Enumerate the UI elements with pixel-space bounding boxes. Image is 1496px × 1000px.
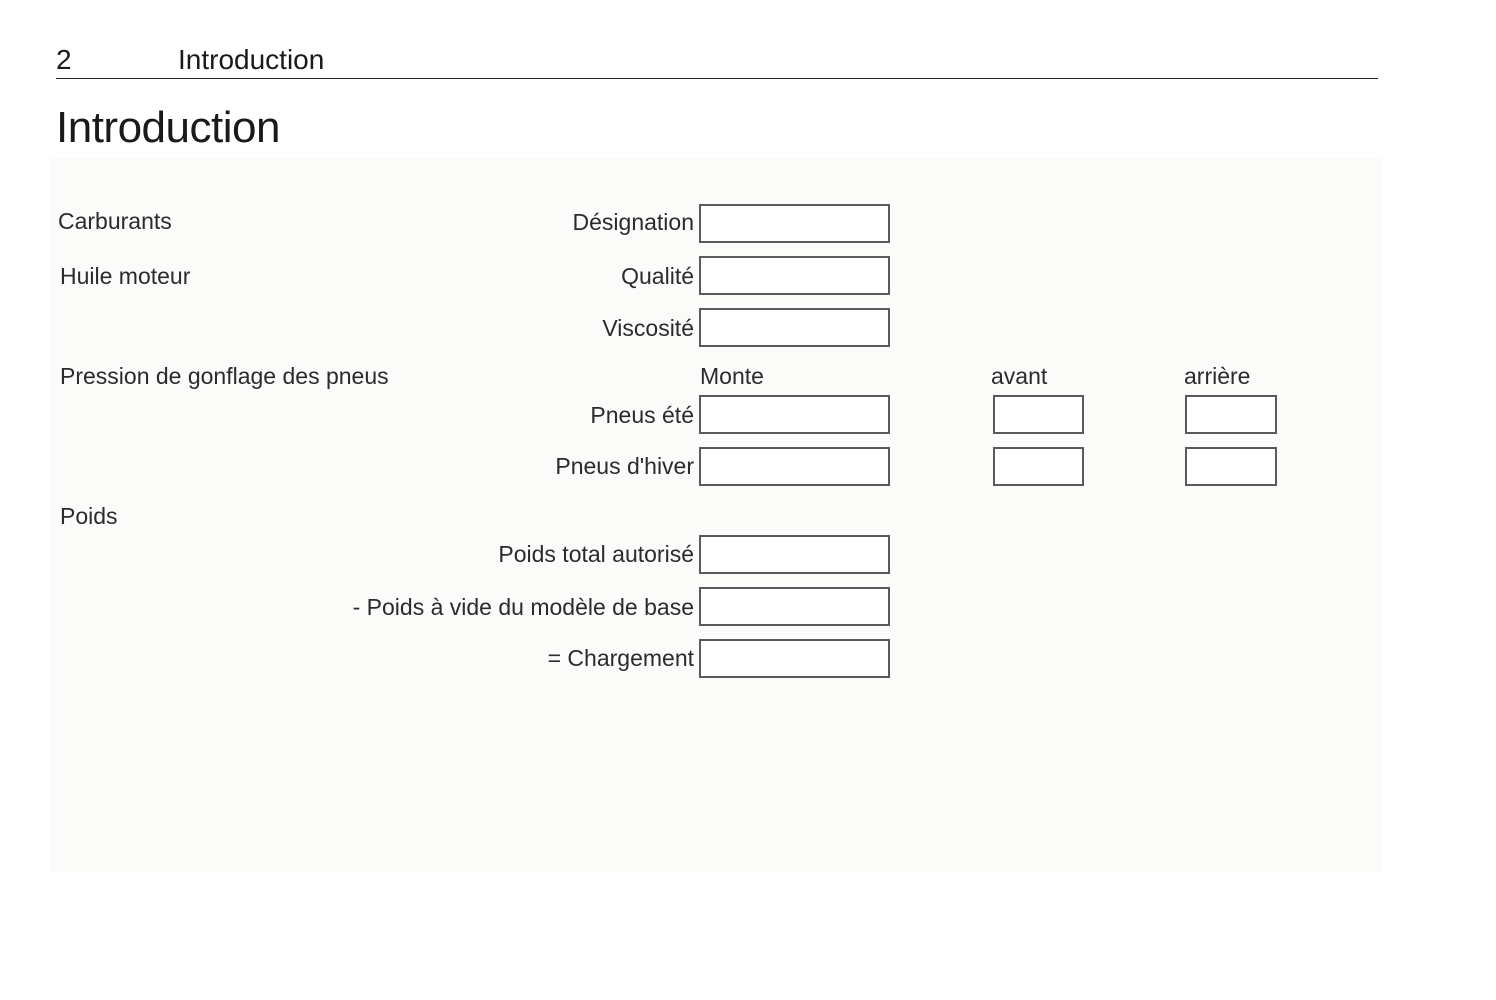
designation-field[interactable]: [699, 204, 890, 243]
page-title: Introduction: [56, 103, 280, 152]
column-front: avant: [991, 363, 1048, 389]
label-quality: Qualité: [621, 263, 694, 289]
running-header: [56, 40, 1378, 79]
winter-rear-pressure-field[interactable]: [1185, 447, 1277, 486]
summer-rear-pressure-field[interactable]: [1185, 395, 1277, 434]
label-summer-tyres: Pneus été: [590, 402, 694, 428]
section-engine-oil: Huile moteur: [60, 263, 191, 289]
gross-weight-field[interactable]: [699, 535, 890, 574]
label-viscosity: Viscosité: [602, 315, 694, 341]
section-weight: Poids: [60, 503, 118, 529]
quality-field[interactable]: [699, 256, 890, 295]
section-fuels: Carburants: [58, 208, 172, 234]
summer-front-pressure-field[interactable]: [993, 395, 1084, 434]
section-tyre-pressure: Pression de gonflage des pneus: [60, 363, 389, 389]
label-kerb-weight: - Poids à vide du modèle de base: [352, 594, 694, 620]
column-tyre-size: Monte: [700, 363, 764, 389]
winter-front-pressure-field[interactable]: [993, 447, 1084, 486]
kerb-weight-field[interactable]: [699, 587, 890, 626]
label-designation: Désignation: [572, 209, 694, 235]
payload-field[interactable]: [699, 639, 890, 678]
page-number: 2: [56, 44, 72, 75]
header-section-title: Introduction: [178, 44, 325, 75]
summer-tyre-size-field[interactable]: [699, 395, 890, 434]
column-rear: arrière: [1184, 363, 1251, 389]
label-gross-weight: Poids total autorisé: [498, 541, 694, 567]
viscosity-field[interactable]: [699, 308, 890, 347]
vehicle-data-form: [50, 158, 1382, 872]
label-winter-tyres: Pneus d'hiver: [555, 453, 694, 479]
winter-tyre-size-field[interactable]: [699, 447, 890, 486]
label-payload: = Chargement: [547, 645, 694, 671]
